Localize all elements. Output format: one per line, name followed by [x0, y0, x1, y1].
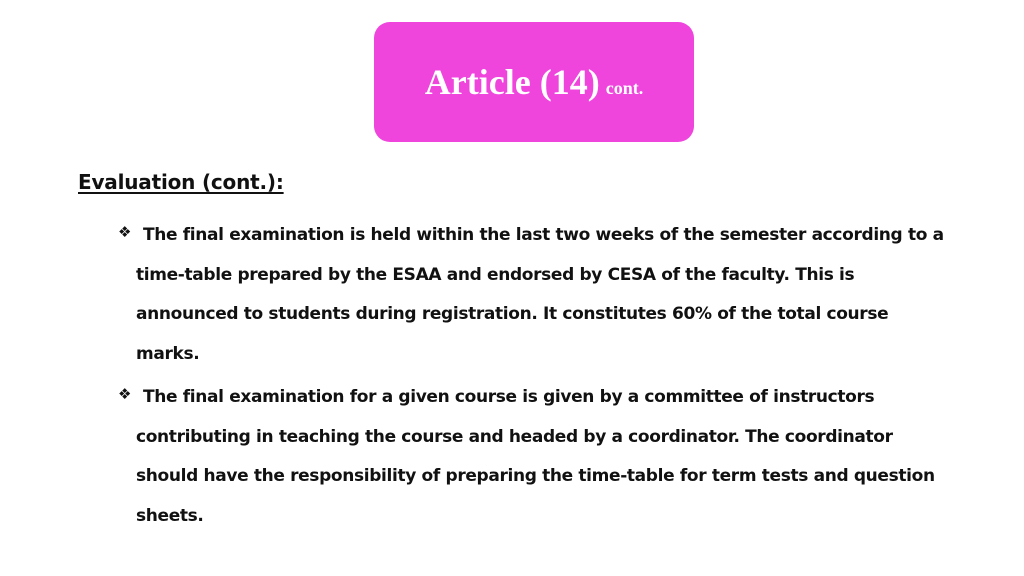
list-item — [118, 378, 948, 536]
title-box — [374, 22, 694, 142]
slide-title-cont: cont. — [605, 78, 644, 98]
bullet-list — [118, 216, 948, 540]
bullet-text: The final examination for a given course is given by a committee of instructors contributing in teaching the course and headed by a coordinator. The coordinator should have the responsibility of preparing the time-table for term tests and question sheets. — [136, 387, 935, 526]
slide-title — [425, 61, 643, 103]
diamond-bullet-icon: ❖ — [118, 223, 132, 241]
section-heading: Evaluation (cont.): — [78, 170, 284, 194]
slide-title-main: Article (14) — [424, 62, 600, 102]
diamond-bullet-icon: ❖ — [118, 385, 132, 403]
bullet-text: The final examination is held within the last two weeks of the semester according to a time-table prepared by the ESAA and endorsed by CESA of the faculty. This is announced to students during registration. It constitutes 60% of the total course marks. — [136, 225, 944, 364]
list-item — [118, 216, 948, 374]
